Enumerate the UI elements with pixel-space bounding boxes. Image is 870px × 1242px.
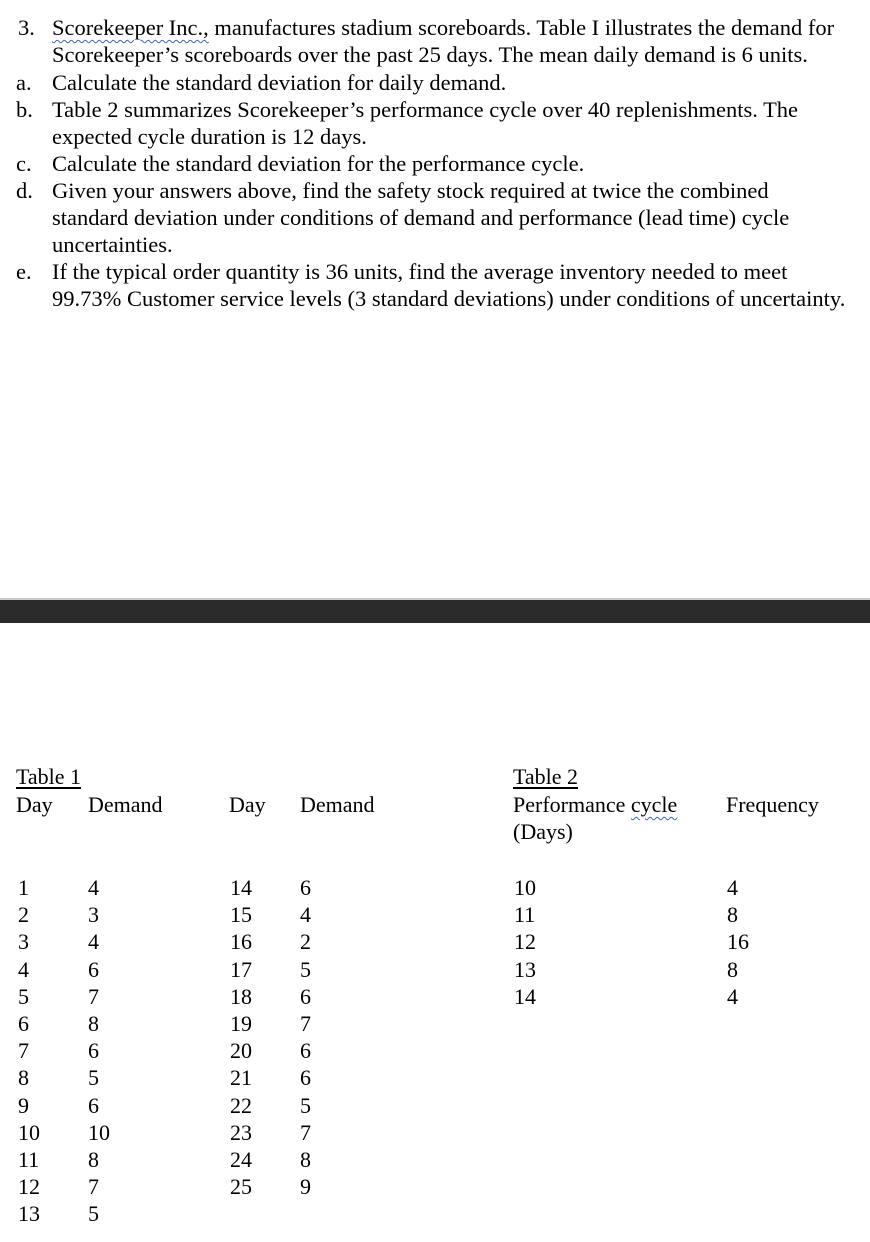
table-cell: 5 bbox=[300, 956, 311, 982]
part-b bbox=[0, 96, 870, 150]
table-cell: 13 bbox=[18, 1201, 40, 1227]
table-cell: 7 bbox=[88, 1174, 99, 1200]
problem-intro bbox=[0, 14, 870, 68]
part-a bbox=[0, 69, 870, 96]
table1-demand-left bbox=[88, 874, 110, 1227]
table2-header-cycle bbox=[513, 791, 677, 818]
table-cell: 24 bbox=[230, 1146, 252, 1172]
table-cell: 5 bbox=[300, 1092, 311, 1118]
table-cell: 6 bbox=[300, 875, 311, 900]
table-cell: 4 bbox=[727, 983, 738, 1009]
table-cell: 5 bbox=[18, 983, 29, 1009]
table-cell: 5 bbox=[88, 1201, 99, 1227]
table-cell: 8 bbox=[18, 1065, 29, 1091]
table-cell: 13 bbox=[514, 956, 536, 982]
part-text: If the typical order quantity is 36 units, find the average inventory needed to meet 99.73% Customer service levels (3 standard deviations) under conditions of uncertainty. bbox=[52, 259, 846, 311]
table-cell: 3 bbox=[18, 929, 29, 955]
part-d bbox=[0, 177, 870, 258]
part-marker: d. bbox=[16, 178, 33, 203]
table-cell: 6 bbox=[88, 956, 99, 982]
table-cell: 4 bbox=[18, 956, 29, 982]
part-marker: c. bbox=[16, 151, 32, 176]
table2-header-days: (Days) bbox=[513, 819, 573, 844]
table1-title: Table 1 bbox=[16, 764, 82, 789]
table1-header-demand-2: Demand bbox=[300, 792, 375, 817]
table-cell: 2 bbox=[18, 902, 29, 928]
table-cell: 2 bbox=[300, 929, 311, 955]
table-cell: 8 bbox=[300, 1146, 311, 1172]
table2-frequencies bbox=[727, 874, 749, 1010]
table2-title: Table 2 bbox=[513, 764, 579, 789]
problem-statement bbox=[0, 14, 870, 312]
table-cell: 16 bbox=[727, 929, 749, 955]
table-cell: 4 bbox=[300, 902, 311, 928]
table-cell: 14 bbox=[230, 875, 252, 900]
table-cell: 4 bbox=[88, 929, 99, 955]
table-cell: 21 bbox=[230, 1065, 252, 1091]
table-cell: 6 bbox=[300, 1065, 311, 1091]
tables-region bbox=[0, 763, 870, 1233]
table-cell: 12 bbox=[18, 1174, 40, 1200]
table-cell: 12 bbox=[514, 929, 536, 955]
table1-header-day: Day bbox=[16, 792, 53, 817]
table-cell: 8 bbox=[88, 1010, 99, 1036]
table-cell: 25 bbox=[230, 1174, 252, 1200]
table2-cycles bbox=[514, 874, 536, 1010]
table1-header-day-2: Day bbox=[229, 792, 266, 817]
table-cell: 15 bbox=[230, 902, 252, 928]
table-cell: 8 bbox=[88, 1146, 99, 1172]
table-cell: 17 bbox=[230, 956, 252, 982]
table1-header-demand: Demand bbox=[88, 792, 163, 817]
part-c bbox=[0, 150, 870, 177]
table1-demand-right bbox=[300, 874, 311, 1200]
table-cell: 11 bbox=[514, 902, 536, 928]
part-text: Calculate the standard deviation for daily demand. bbox=[52, 70, 507, 95]
table-cell: 10 bbox=[88, 1119, 110, 1145]
table-cell: 10 bbox=[514, 875, 536, 900]
part-e bbox=[0, 258, 870, 312]
table-cell: 8 bbox=[727, 956, 738, 982]
table-cell: 9 bbox=[300, 1174, 311, 1200]
table2-header-cycle-prefix: Performance bbox=[513, 792, 631, 817]
table1-days-right bbox=[230, 874, 252, 1200]
table-cell: 23 bbox=[230, 1119, 252, 1145]
table-cell: 7 bbox=[300, 1119, 311, 1145]
page-divider bbox=[0, 598, 870, 623]
table2-header-frequency: Frequency bbox=[726, 792, 819, 817]
table-cell: 1 bbox=[18, 875, 29, 900]
problem-intro-text: manufactures stadium scoreboards. Table I illustrates the demand for Scorekeeper’s scoreboards over the past 25 days. The mean daily demand is 6 units. bbox=[52, 15, 835, 67]
table-cell: 4 bbox=[727, 875, 738, 900]
table-cell: 7 bbox=[300, 1010, 311, 1036]
table-cell: 19 bbox=[230, 1010, 252, 1036]
table-cell: 6 bbox=[300, 1038, 311, 1064]
company-name: Scorekeeper Inc., bbox=[52, 15, 209, 40]
table-cell: 5 bbox=[88, 1065, 99, 1091]
table-cell: 8 bbox=[727, 902, 738, 928]
table-cell: 22 bbox=[230, 1092, 252, 1118]
table-cell: 10 bbox=[18, 1119, 40, 1145]
table-cell: 7 bbox=[18, 1038, 29, 1064]
table2-header-cycle-word: cycle bbox=[630, 792, 678, 817]
part-marker: e. bbox=[16, 259, 32, 284]
part-marker: a. bbox=[16, 70, 32, 95]
table-cell: 6 bbox=[88, 1092, 99, 1118]
table-cell: 6 bbox=[300, 983, 311, 1009]
table1-days-left bbox=[18, 874, 40, 1227]
table-cell: 6 bbox=[88, 1038, 99, 1064]
table-cell: 14 bbox=[514, 983, 536, 1009]
table-cell: 20 bbox=[230, 1038, 252, 1064]
table-cell: 16 bbox=[230, 929, 252, 955]
table-cell: 9 bbox=[18, 1092, 29, 1118]
table-cell: 7 bbox=[88, 983, 99, 1009]
part-text: Table 2 summarizes Scorekeeper’s performance cycle over 40 replenishments. The expected cycle duration is 12 days. bbox=[52, 97, 799, 149]
problem-number: 3. bbox=[18, 15, 35, 40]
table-cell: 11 bbox=[18, 1146, 40, 1172]
table-cell: 6 bbox=[18, 1010, 29, 1036]
part-text: Given your answers above, find the safety stock required at twice the combined standard deviation under conditions of demand and performance (lead time) cycle uncertainties. bbox=[52, 178, 790, 257]
table-cell: 18 bbox=[230, 983, 252, 1009]
table-cell: 4 bbox=[88, 875, 99, 900]
table-cell: 3 bbox=[88, 902, 99, 928]
part-text: Calculate the standard deviation for the performance cycle. bbox=[52, 151, 585, 176]
part-marker: b. bbox=[16, 97, 33, 122]
